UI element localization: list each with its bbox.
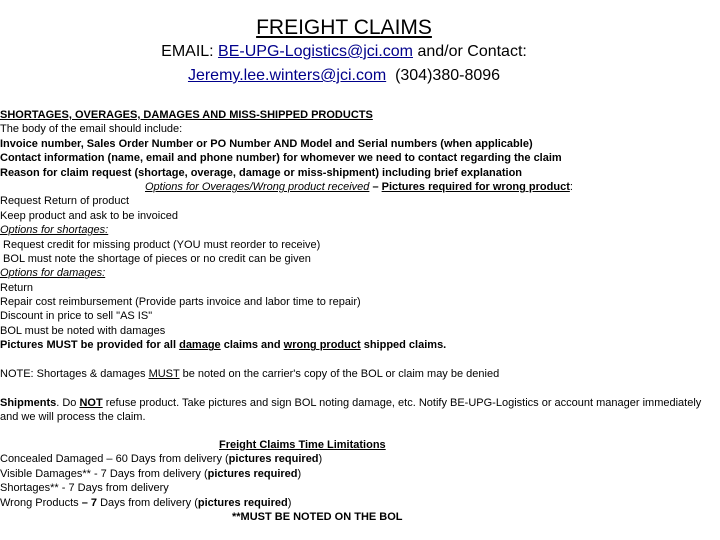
damages-heading: Options for damages: [0,267,106,280]
claims-instructions [0,108,573,353]
overages-heading-line [0,180,573,194]
limit-wrong-c: Days from delivery ( [100,496,198,509]
shortages-option-bol: BOL must note the shortage of pieces or no credit can be given [0,252,311,265]
email-body-intro: The body of the email should include: [0,123,183,136]
limit-concealed [0,452,403,466]
requirement-invoice: Invoice number, Sales Order Number or PO Number AND Model and Serial numbers (when applicable) [0,137,533,150]
limit-wrong-d: pictures required [197,496,288,509]
contact-line [0,67,688,85]
pictures-note-a: Pictures MUST be provided for all [0,339,180,352]
limitations-heading-line [0,438,403,452]
pictures-note-wrong: wrong product [283,339,361,352]
contact-phone: (304)380-8096 [395,67,501,84]
limit-wrong-a: Wrong Products [0,496,79,509]
pictures-note-c: shipped claims. [360,339,447,352]
limit-concealed-c: ) [318,453,323,466]
damages-option-return: Return [0,281,34,294]
limit-concealed-b: pictures required [228,453,319,466]
shipments-b: refuse product. Take pictures and sign BOL noting damage, etc. Notify BE-UPG-Logistics or account manager immediately and we will process the claim. [0,397,702,424]
pictures-note-damage: damage [179,339,221,352]
limit-visible-a: Visible Damages** - 7 Days from delivery ( [0,467,208,480]
requirement-contact: Contact information (name, email and phone number) for whomever we need to contact regarding the claim [0,152,562,165]
note-suffix: be noted on the carrier's copy of the BOL or claim may be denied [179,368,500,380]
overages-option-return: Request Return of product [0,195,130,208]
limitations-footnote: **MUST BE NOTED ON THE BOL [232,510,403,523]
contact-label: and/or Contact: [413,43,527,60]
time-limitations [0,438,403,524]
limit-shortages: Shortages** - 7 Days from delivery [0,482,169,495]
limit-concealed-a: Concealed Damaged – 60 Days from delivery ( [0,453,229,466]
limit-wrong [0,496,403,510]
overages-pictures-required: Pictures required for wrong product [381,180,570,193]
shortages-option-credit: Request credit for missing product (YOU must reorder to receive) [0,238,321,251]
shortages-heading: Options for shortages: [0,224,109,237]
shipments-label: Shipments [0,397,57,409]
shipments-not: NOT [79,397,103,409]
note-must: MUST [148,368,180,380]
pictures-note [0,338,573,352]
email-line [0,43,688,61]
note-prefix: NOTE: Shortages & damages [0,368,149,380]
overages-option-keep: Keep product and ask to be invoiced [0,209,178,222]
damages-option-discount: Discount in price to sell "AS IS" [0,310,153,323]
limit-wrong-e: ) [287,496,292,509]
shipments-paragraph [0,396,715,425]
note-line [0,367,499,381]
section-heading: SHORTAGES, OVERAGES, DAMAGES AND MISS-SHIPPED PRODUCTS [0,109,373,121]
pictures-note-b: claims and [220,339,284,352]
overages-dash: – [369,180,382,193]
limit-visible-b: pictures required [207,467,298,480]
damages-option-bol: BOL must be noted with damages [0,324,166,337]
damages-option-repair: Repair cost reimbursement (Provide parts invoice and labor time to repair) [0,296,361,309]
requirement-reason: Reason for claim request (shortage, overage, damage or miss-shipment) including brief explanation [0,166,523,179]
page-title: FREIGHT CLAIMS [256,16,432,39]
limit-visible [0,467,403,481]
logistics-email-link[interactable]: BE-UPG-Logistics@jci.com [218,43,413,60]
limit-visible-c: ) [297,467,302,480]
limit-wrong-b: – 7 [78,496,101,509]
overages-colon: : [569,180,573,193]
overages-heading: Options for Overages/Wrong product received [145,180,370,193]
contact-email-link[interactable]: Jeremy.lee.winters@jci.com [187,67,387,84]
shipments-a: . Do [56,397,80,409]
email-label: EMAIL: [161,43,219,60]
limitations-heading: Freight Claims Time Limitations [219,439,386,451]
